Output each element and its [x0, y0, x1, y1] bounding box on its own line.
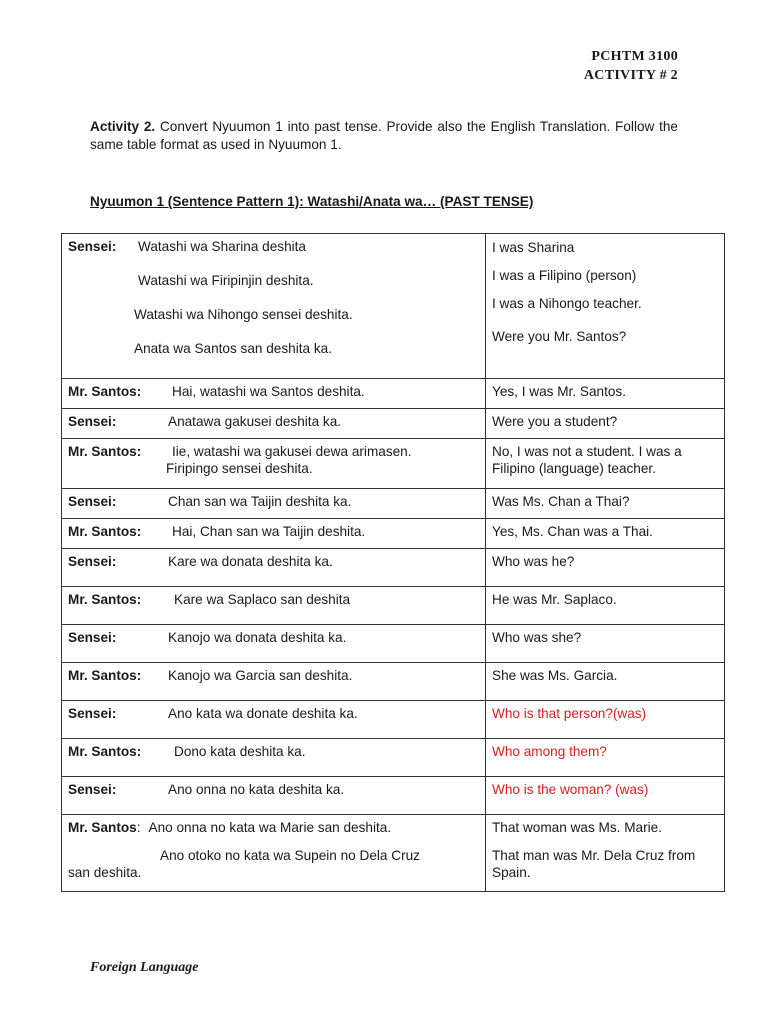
english-cell — [486, 234, 725, 379]
activity-number: ACTIVITY # 2 — [583, 68, 678, 83]
speaker-label: Sensei: — [68, 494, 117, 509]
japanese-cell — [62, 701, 486, 739]
english-line: Was Ms. Chan a Thai? — [492, 494, 630, 509]
speaker-label: Sensei: — [68, 414, 117, 429]
japanese-line: Anatawa gakusei deshita ka. — [168, 414, 342, 429]
japanese-cell — [62, 663, 486, 701]
section-title: Nyuumon 1 (Sentence Pattern 1): Watashi/Anata wa… (PAST TENSE) — [90, 194, 534, 209]
english-line: Yes, I was Mr. Santos. — [492, 384, 626, 399]
speaker-label: Sensei: — [68, 630, 117, 645]
japanese-line: Kare wa donata deshita ka. — [168, 554, 333, 569]
japanese-line: Kanojo wa Garcia san deshita. — [168, 668, 353, 683]
english-line: She was Ms. Garcia. — [492, 668, 618, 683]
japanese-line: Hai, Chan san wa Taijin deshita. — [172, 524, 366, 539]
japanese-line: Firipingo sensei deshita. — [166, 461, 313, 476]
speaker-label: Mr. Santos: — [68, 524, 142, 539]
speaker-label: Mr. Santos: — [68, 744, 142, 759]
speaker-label: Mr. Santos — [68, 820, 137, 835]
speaker-label: Sensei: — [68, 782, 117, 797]
english-cell — [486, 701, 725, 739]
japanese-line: Watashi wa Firipinjin deshita. — [138, 273, 314, 288]
table-row — [62, 739, 725, 777]
japanese-cell — [62, 739, 486, 777]
table-row — [62, 625, 725, 663]
speaker-label: Sensei: — [68, 239, 117, 254]
english-line: I was a Nihongo teacher. — [492, 296, 642, 311]
japanese-line: Kanojo wa donata deshita ka. — [168, 630, 347, 645]
english-cell — [486, 663, 725, 701]
table-row — [62, 439, 725, 489]
english-line: That man was Mr. Dela Cruz from Spain. — [492, 848, 696, 880]
japanese-line: Ano onna no kata wa Marie san deshita. — [148, 820, 392, 835]
table-row — [62, 777, 725, 815]
activity-text: Convert Nyuumon 1 into past tense. Provide also the English Translation. Follow the same table format as used in Nyuumon 1. — [90, 119, 678, 152]
japanese-line: Anata wa Santos san deshita ka. — [134, 341, 332, 356]
japanese-line: Watashi wa Sharina deshita — [138, 239, 306, 254]
footer-label: Foreign Language — [90, 960, 199, 975]
document-header — [584, 47, 678, 85]
english-line: I was Sharina — [492, 240, 575, 255]
speaker-label: Mr. Santos: — [68, 444, 142, 459]
english-cell — [486, 439, 725, 489]
english-line: Who is that person?(was) — [492, 706, 647, 721]
table-row — [62, 587, 725, 625]
japanese-cell — [62, 409, 486, 439]
english-cell — [486, 815, 725, 892]
japanese-cell — [62, 489, 486, 519]
english-line: Who was she? — [492, 630, 582, 645]
japanese-line: san deshita. — [68, 865, 142, 880]
english-line: Were you a student? — [492, 414, 618, 429]
activity-label: Activity 2. — [90, 119, 156, 134]
english-line: He was Mr. Saplaco. — [492, 592, 617, 607]
english-line: I was a Filipino (person) — [492, 268, 637, 283]
japanese-cell — [62, 439, 486, 489]
table-row — [62, 663, 725, 701]
japanese-line: Dono kata deshita ka. — [174, 744, 306, 759]
course-code: PCHTM 3100 — [591, 49, 678, 64]
english-line: No, I was not a student. I was a Filipino (language) teacher. — [492, 444, 682, 476]
japanese-line: Watashi wa Nihongo sensei deshita. — [134, 307, 353, 322]
japanese-line: Hai, watashi wa Santos deshita. — [172, 384, 365, 399]
english-cell — [486, 489, 725, 519]
japanese-cell — [62, 234, 486, 379]
english-cell — [486, 739, 725, 777]
english-cell — [486, 519, 725, 549]
table-row — [62, 549, 725, 587]
speaker-colon: : — [136, 820, 141, 835]
speaker-label: Sensei: — [68, 554, 117, 569]
table-row — [62, 379, 725, 409]
japanese-line: Ano otoko no kata wa Supein no Dela Cruz — [160, 848, 420, 863]
speaker-label: Mr. Santos: — [68, 592, 142, 607]
japanese-cell — [62, 519, 486, 549]
japanese-line: Ano onna no kata deshita ka. — [168, 782, 345, 797]
japanese-line: Chan san wa Taijin deshita ka. — [168, 494, 352, 509]
speaker-label: Sensei: — [68, 706, 117, 721]
english-line: That woman was Ms. Marie. — [492, 820, 662, 835]
japanese-cell — [62, 777, 486, 815]
english-cell — [486, 625, 725, 663]
english-line: Were you Mr. Santos? — [492, 329, 627, 344]
speaker-label: Mr. Santos: — [68, 384, 142, 399]
english-cell — [486, 777, 725, 815]
table-row — [62, 234, 725, 379]
english-line: Who among them? — [492, 744, 607, 759]
japanese-line: Ano kata wa donate deshita ka. — [168, 706, 358, 721]
english-cell — [486, 409, 725, 439]
japanese-cell — [62, 379, 486, 409]
english-line: Who is the woman? (was) — [492, 782, 649, 797]
table-row — [62, 519, 725, 549]
english-cell — [486, 549, 725, 587]
japanese-cell — [62, 549, 486, 587]
table-row — [62, 815, 725, 892]
japanese-line: Iie, watashi wa gakusei dewa arimasen. — [172, 444, 412, 459]
japanese-cell — [62, 815, 486, 892]
english-line: Yes, Ms. Chan was a Thai. — [492, 524, 653, 539]
activity-instructions — [90, 118, 678, 154]
dialogue-table — [61, 233, 725, 892]
table-row — [62, 409, 725, 439]
english-cell — [486, 587, 725, 625]
english-line: Who was he? — [492, 554, 575, 569]
table-row — [62, 489, 725, 519]
japanese-cell — [62, 625, 486, 663]
japanese-line: Kare wa Saplaco san deshita — [174, 592, 351, 607]
english-cell — [486, 379, 725, 409]
japanese-cell — [62, 587, 486, 625]
speaker-label: Mr. Santos: — [68, 668, 142, 683]
table-row — [62, 701, 725, 739]
